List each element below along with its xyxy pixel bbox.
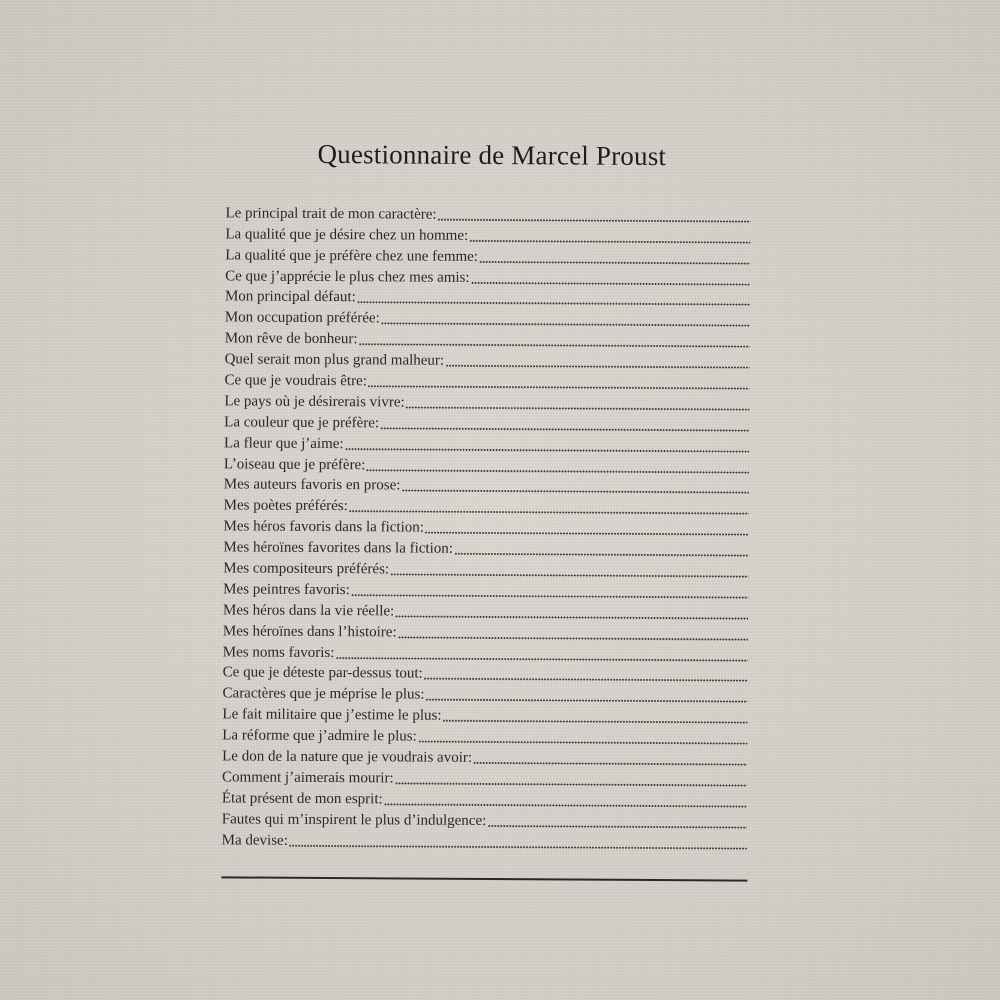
- question-label: État présent de mon esprit:: [221, 790, 383, 808]
- question-label: La réforme que j’admire le plus:: [222, 727, 417, 745]
- answer-dotted-line: [442, 720, 747, 724]
- question-row: [225, 200, 750, 224]
- question-label: Fautes qui m’inspirent le plus d’indulgence:: [221, 811, 487, 829]
- question-row: [224, 388, 749, 412]
- question-row: [224, 409, 749, 433]
- question-row: [222, 702, 747, 726]
- answer-dotted-line: [445, 365, 749, 369]
- question-row: [224, 430, 749, 454]
- fabric-fold-left: [18, 0, 21, 1000]
- answer-dotted-line: [454, 553, 748, 557]
- question-label: Mes héroïnes dans l’histoire:: [222, 623, 397, 641]
- question-label: La qualité que je désire chez un homme:: [225, 226, 469, 244]
- question-row: [224, 451, 749, 475]
- question-label: Mon rêve de bonheur:: [224, 330, 358, 348]
- question-row: [222, 764, 747, 788]
- question-label: Ce que j’apprécie le plus chez mes amis:: [225, 267, 470, 286]
- question-label: Le principal trait de mon caractère:: [225, 205, 437, 223]
- question-label: Mes héros favoris dans la fiction:: [223, 518, 424, 536]
- question-label: Le don de la nature que je voudrais avoir:: [222, 748, 473, 766]
- question-label: Comment j’aimerais mourir:: [221, 769, 394, 787]
- question-row: [222, 785, 747, 809]
- question-label: Mon occupation préférée:: [224, 309, 380, 327]
- question-label: Ma devise:: [221, 831, 288, 849]
- question-row: [222, 744, 747, 768]
- question-row: [225, 305, 750, 329]
- question-label: Mes compositeurs préférés:: [223, 560, 390, 578]
- answer-dotted-line: [473, 762, 747, 766]
- bottom-rule: [221, 876, 747, 881]
- question-row: [225, 221, 750, 245]
- question-label: Mes héroïnes favorites dans la fiction:: [223, 539, 454, 557]
- question-row: [223, 556, 748, 580]
- question-list: [222, 200, 751, 851]
- question-row: [225, 284, 750, 308]
- question-label: Le pays où je désirerais vivre:: [224, 393, 405, 411]
- fabric-fold-right: [972, 0, 975, 1000]
- question-label: Mes héros dans la vie réelle:: [223, 602, 395, 620]
- question-row: [225, 326, 750, 350]
- question-row: [223, 660, 748, 684]
- question-row: [224, 514, 749, 538]
- question-row: [225, 347, 750, 371]
- question-label: La couleur que je préfère:: [224, 414, 380, 432]
- question-label: Caractères que je méprise le plus:: [222, 685, 425, 703]
- question-row: [224, 493, 749, 517]
- question-label: Mon principal défaut:: [224, 288, 356, 306]
- answer-dotted-line: [469, 240, 750, 244]
- question-row: [223, 597, 748, 621]
- question-label: Ce que je déteste par-dessus tout:: [222, 664, 423, 683]
- question-label: L’oiseau que je préfère:: [223, 455, 366, 473]
- answer-dotted-line: [289, 844, 747, 849]
- question-label: Mes auteurs favoris en prose:: [223, 476, 401, 494]
- question-label: La fleur que j’aime:: [224, 435, 344, 452]
- question-row: [223, 639, 748, 663]
- question-label: Mes noms favoris:: [222, 643, 335, 661]
- question-row: [223, 618, 748, 642]
- question-row: [222, 806, 747, 830]
- question-row: [223, 535, 748, 559]
- question-label: Quel serait mon plus grand malheur:: [224, 351, 445, 369]
- question-row: [223, 681, 748, 705]
- answer-dotted-line: [471, 281, 751, 285]
- questionnaire-title: Questionnaire de Marcel Proust: [317, 138, 667, 172]
- question-row: [224, 367, 749, 391]
- question-label: Ce que je voudrais être:: [224, 372, 367, 390]
- question-label: Mes poètes préférés:: [223, 497, 348, 515]
- answer-dotted-line: [479, 261, 750, 265]
- question-row: [225, 263, 750, 287]
- question-label: Le fait militaire que j’estime le plus:: [222, 706, 442, 724]
- question-row: [222, 723, 747, 747]
- question-row: [225, 242, 750, 266]
- question-row: [222, 827, 747, 851]
- printed-questionnaire: [221, 128, 758, 891]
- answer-dotted-line: [487, 825, 746, 829]
- question-label: Mes peintres favoris:: [223, 581, 350, 599]
- question-row: [223, 576, 748, 600]
- question-row: [224, 472, 749, 496]
- question-label: La qualité que je préfère chez une femme:: [225, 247, 479, 265]
